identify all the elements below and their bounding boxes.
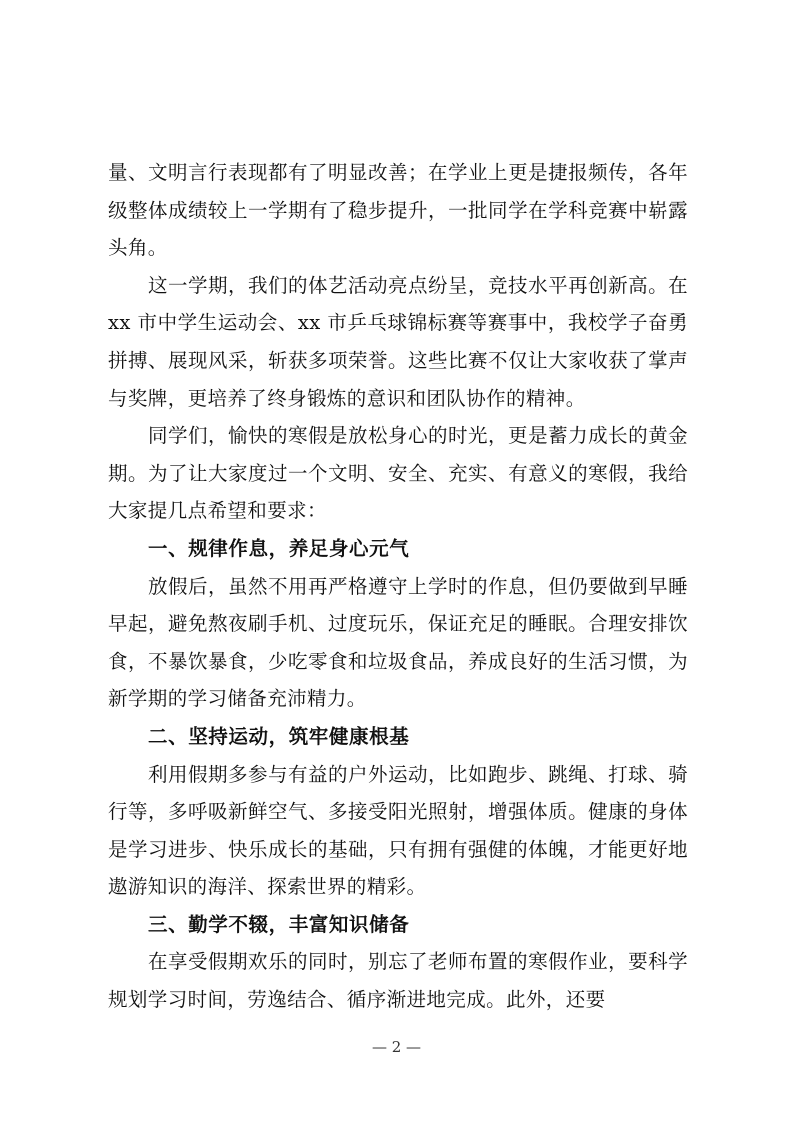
section-heading-2: 二、坚持运动，筑牢健康根基: [148, 724, 410, 748]
paragraph-3: 同学们，愉快的寒假是放松身心的时光，更是蓄力成长的黄金期。为了让大家度过一个文明、安全、充实、有意义的寒假，我给大家提几点希望和要求：: [108, 424, 688, 523]
paragraph-1: 量、文明言行表现都有了明显改善；在学业上更是捷报频传，各年级整体成绩较上一学期有了稳步提升，一批同学在学科竞赛中崭露头角。: [108, 161, 688, 260]
section-heading-3: 三、勤学不辍，丰富知识储备: [148, 912, 410, 936]
paragraph-4: 放假后，虽然不用再严格遵守上学时的作息，但仍要做到早睡早起，避免熬夜刷手机、过度玩乐，保证充足的睡眠。合理安排饮食，不暴饮暴食，少吃零食和垃圾食品，养成良好的生活习惯，为新学期的学习储备充沛精力。: [108, 574, 688, 711]
paragraph-5: 利用假期多参与有益的户外运动，比如跑步、跳绳、打球、骑行等，多呼吸新鲜空气、多接受阳光照射，增强体质。健康的身体是学习进步、快乐成长的基础，只有拥有强健的体魄，才能更好地遨游知识的海洋、探索世界的精彩。: [108, 762, 688, 899]
page-number: — 2 —: [371, 1038, 422, 1056]
paragraph-2: 这一学期，我们的体艺活动亮点纷呈，竞技水平再创新高。在 xx 市中学生运动会、xx 市乒乓球锦标赛等赛事中，我校学子奋勇拼搏、展现风采，斩获多项荣誉。这些比赛不仅让大家收获了掌声与奖牌，更培养了终身锻炼的意识和团队协作的精神。: [108, 273, 688, 410]
paragraph-6: 在享受假期欢乐的同时，别忘了老师布置的寒假作业，要科学规划学习时间，劳逸结合、循序渐进地完成。此外，还要: [108, 950, 688, 1012]
section-heading-1: 一、规律作息，养足身心元气: [148, 536, 410, 560]
document-body: [108, 154, 688, 1019]
